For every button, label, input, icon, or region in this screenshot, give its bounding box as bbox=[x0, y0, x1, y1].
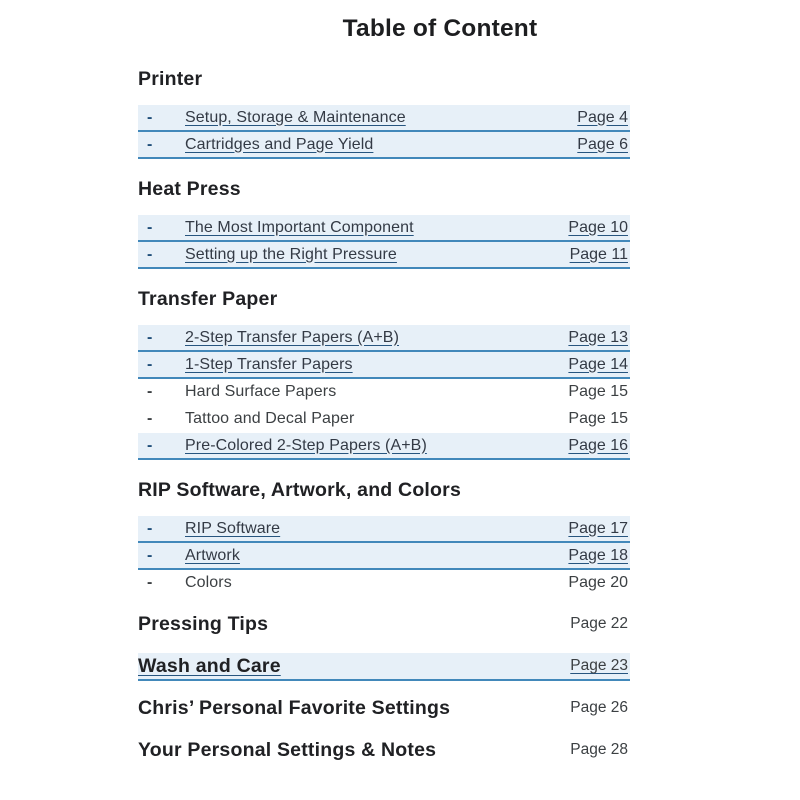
toc-item-label: Wash and Care bbox=[138, 654, 281, 677]
toc-page-number: Page 28 bbox=[570, 741, 628, 758]
dash-bullet: - bbox=[147, 218, 153, 236]
toc-row bbox=[138, 570, 630, 597]
toc-row[interactable] bbox=[138, 543, 630, 570]
dash-bullet: - bbox=[147, 108, 153, 126]
toc-page-number: Page 16 bbox=[568, 436, 628, 454]
toc-item-label: Artwork bbox=[185, 546, 240, 564]
dash-bullet: - bbox=[147, 245, 153, 263]
page-title: Table of Content bbox=[342, 15, 538, 42]
toc-page-number: Page 26 bbox=[570, 699, 628, 716]
toc-section-rip-software bbox=[138, 478, 630, 597]
toc-item-label: Setting up the Right Pressure bbox=[185, 245, 397, 263]
section-heading: Printer bbox=[138, 68, 203, 90]
toc-page-number: Page 10 bbox=[568, 218, 628, 236]
dash-bullet: - bbox=[147, 409, 153, 427]
toc-row[interactable] bbox=[138, 105, 630, 132]
dash-bullet: - bbox=[147, 519, 153, 537]
dash-bullet: - bbox=[147, 328, 153, 346]
toc-item-label: Setup, Storage & Maintenance bbox=[185, 108, 406, 126]
dash-bullet: - bbox=[147, 135, 153, 153]
toc-row[interactable] bbox=[138, 433, 630, 460]
toc-item-label: Hard Surface Papers bbox=[185, 382, 337, 400]
toc-item-label: The Most Important Component bbox=[185, 218, 414, 236]
toc-page-number: Page 15 bbox=[568, 382, 628, 400]
toc-page-number: Page 4 bbox=[577, 108, 628, 126]
toc-row[interactable] bbox=[138, 516, 630, 543]
toc-section-heat-press bbox=[138, 177, 630, 269]
dash-bullet: - bbox=[147, 573, 153, 591]
toc-page-number: Page 18 bbox=[568, 546, 628, 564]
toc-page-number: Page 14 bbox=[568, 355, 628, 373]
toc-page-number: Page 22 bbox=[570, 615, 628, 632]
toc-page-number: Page 11 bbox=[569, 245, 628, 263]
toc-row[interactable] bbox=[138, 325, 630, 352]
toc-footer-row-wash-and-care[interactable] bbox=[138, 653, 630, 681]
dash-bullet: - bbox=[147, 355, 153, 373]
toc-page-number: Page 20 bbox=[568, 573, 628, 591]
toc-item-label: RIP Software bbox=[185, 519, 281, 537]
toc-page-number: Page 6 bbox=[577, 135, 628, 153]
toc-page-number: Page 23 bbox=[570, 657, 628, 674]
toc-page-number: Page 17 bbox=[568, 519, 628, 537]
dash-bullet: - bbox=[147, 546, 153, 564]
section-heading: RIP Software, Artwork, and Colors bbox=[138, 479, 461, 501]
toc-footer-row-pressing-tips bbox=[138, 611, 630, 639]
toc-item-label: Chris’ Personal Favorite Settings bbox=[138, 696, 451, 719]
toc-footer-row-your-settings bbox=[138, 737, 630, 765]
toc-item-label: Pressing Tips bbox=[138, 612, 269, 635]
toc-item-label: Pre-Colored 2-Step Papers (A+B) bbox=[185, 436, 427, 454]
toc-section-transfer-paper bbox=[138, 287, 630, 460]
toc-item-label: Your Personal Settings & Notes bbox=[138, 738, 437, 761]
section-heading: Transfer Paper bbox=[138, 288, 278, 310]
toc-page-number: Page 13 bbox=[568, 328, 628, 346]
toc-item-label: Tattoo and Decal Paper bbox=[185, 409, 355, 427]
toc-row[interactable] bbox=[138, 215, 630, 242]
toc-page-number: Page 15 bbox=[568, 409, 628, 427]
toc-row[interactable] bbox=[138, 132, 630, 159]
dash-bullet: - bbox=[147, 436, 153, 454]
toc-row[interactable] bbox=[138, 242, 630, 269]
toc-content bbox=[138, 67, 630, 765]
toc-row bbox=[138, 379, 630, 406]
toc-row bbox=[138, 406, 630, 433]
dash-bullet: - bbox=[147, 382, 153, 400]
section-heading: Heat Press bbox=[138, 178, 241, 200]
toc-footer-row-chris-settings bbox=[138, 695, 630, 723]
toc-row[interactable] bbox=[138, 352, 630, 379]
toc-item-label: Cartridges and Page Yield bbox=[185, 135, 374, 153]
toc-item-label: 1-Step Transfer Papers bbox=[185, 355, 353, 373]
toc-item-label: 2-Step Transfer Papers (A+B) bbox=[185, 328, 400, 346]
toc-item-label: Colors bbox=[185, 573, 232, 591]
toc-section-printer bbox=[138, 67, 630, 159]
